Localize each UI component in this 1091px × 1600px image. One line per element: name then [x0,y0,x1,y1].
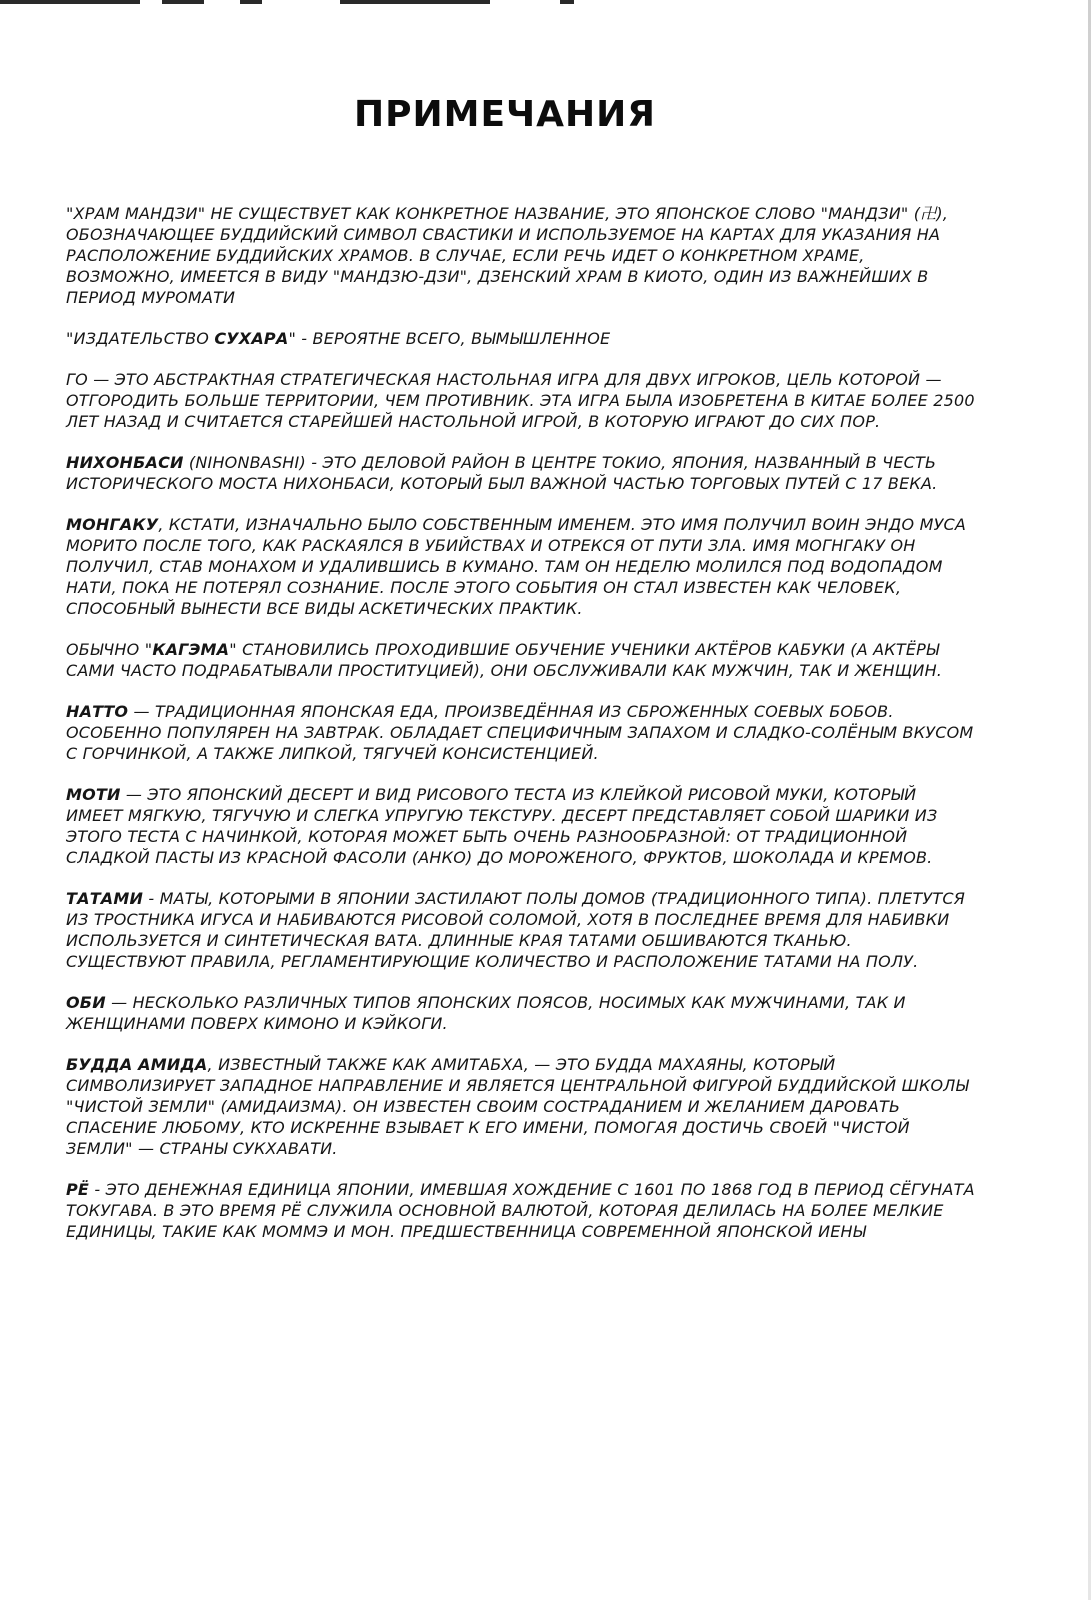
note-go-game [66,369,976,432]
notes-list [66,203,976,1262]
note-term: МОТИ [66,785,121,804]
note-natto [66,701,976,764]
note-text: — НЕСКОЛЬКО РАЗЛИЧНЫХ ТИПОВ ЯПОНСКИХ ПОЯСОВ, НОСИМЫХ КАК МУЖЧИНАМИ, ТАК И ЖЕНЩИНАМИ ПОВЕРХ КИМОНО И КЭЙКОГИ. [66,993,906,1033]
note-nihonbashi [66,452,976,494]
scan-mark [560,0,574,4]
note-text: ГО — ЭТО АБСТРАКТНАЯ СТРАТЕГИЧЕСКАЯ НАСТОЛЬНАЯ ИГРА ДЛЯ ДВУХ ИГРОКОВ, ЦЕЛЬ КОТОРОЙ — ОТГОРОДИТЬ БОЛЬШЕ ТЕРРИТОРИИ, ЧЕМ ПРОТИВНИК. ЭТА ИГРА БЫЛА ИЗОБРЕТЕНА В КИТАЕ БОЛЕЕ 2500 ЛЕТ НАЗАД И СЧИТАЕТСЯ СТАРЕЙШЕЙ НАСТОЛЬНОЙ ИГРОЙ, В КОТОРУЮ ИГРАЮТ ДО СИХ ПОР. [66,370,975,431]
note-text: (NIHONBASHI) - ЭТО ДЕЛОВОЙ РАЙОН В ЦЕНТРЕ ТОКИО, ЯПОНИЯ, НАЗВАННЫЙ В ЧЕСТЬ ИСТОРИЧЕСКОГО МОСТА НИХОНБАСИ, КОТОРЫЙ БЫЛ ВАЖНОЙ ЧАСТЬЮ ТОРГОВЫХ ПУТЕЙ С 17 ВЕКА. [66,453,938,493]
note-term: ОБИ [66,993,106,1012]
note-ryo-currency [66,1179,976,1242]
note-kagema [66,639,976,681]
note-suhara-publisher [66,328,976,349]
note-prefix: ОБЫЧНО " [66,640,153,659]
note-term: НИХОНБАСИ [66,453,184,472]
scan-mark [162,0,204,4]
note-text: — ТРАДИЦИОННАЯ ЯПОНСКАЯ ЕДА, ПРОИЗВЕДЁННАЯ ИЗ СБРОЖЕННЫХ СОЕВЫХ БОБОВ. ОСОБЕННО ПОПУЛЯРЕН НА ЗАВТРАК. ОБЛАДАЕТ СПЕЦИФИЧНЫМ ЗАПАХОМ И СЛАДКО-СОЛЁНЫМ ВКУСОМ С ГОРЧИНКОЙ, А ТАКЖЕ ЛИПКОЙ, ТЯГУЧЕЙ КОНСИСТЕНЦИЕЙ. [66,702,974,763]
note-term: ТАТАМИ [66,889,144,908]
note-obi [66,992,976,1034]
note-text: - ЭТО ДЕНЕЖНАЯ ЕДИНИЦА ЯПОНИИ, ИМЕВШАЯ ХОЖДЕНИЕ С 1601 ПО 1868 ГОД В ПЕРИОД СЁГУНАТА ТОКУГАВА. В ЭТО ВРЕМЯ РЁ СЛУЖИЛА ОСНОВНОЙ ВАЛЮТОЙ, КОТОРАЯ ДЕЛИЛАСЬ НА БОЛЕЕ МЕЛКИЕ ЕДИНИЦЫ, ТАКИЕ КАК МОММЭ И МОН. ПРЕДШЕСТВЕННИЦА СОВРЕМЕННОЙ ЯПОНСКОЙ ИЕНЫ [66,1180,975,1241]
note-text: , ИЗВЕСТНЫЙ ТАКЖЕ КАК АМИТАБХА, — ЭТО БУДДА МАХАЯНЫ, КОТОРЫЙ СИМВОЛИЗИРУЕТ ЗАПАДНОЕ НАПРАВЛЕНИЕ И ЯВЛЯЕТСЯ ЦЕНТРАЛЬНОЙ ФИГУРОЙ БУДДИЙСКОЙ ШКОЛЫ "ЧИСТОЙ ЗЕМЛИ" (АМИДАИЗМА). ОН ИЗВЕСТЕН СВОИМ СОСТРАДАНИЕМ И ЖЕЛАНИЕМ ДАРОВАТЬ СПАСЕНИЕ ЛЮБОМУ, КТО ИСКРЕННЕ ВЗЫВАЕТ К ЕГО ИМЕНИ, ПОМОГАЯ ДОСТИЧЬ СВОЕЙ "ЧИСТОЙ ЗЕМЛИ" — СТРАНЫ СУКХАВАТИ. [66,1055,969,1158]
note-text: - МАТЫ, КОТОРЫМИ В ЯПОНИИ ЗАСТИЛАЮТ ПОЛЫ ДОМОВ (ТРАДИЦИОННОГО ТИПА). ПЛЕТУТСЯ ИЗ ТРОСТНИКА ИГУСА И НАБИВАЮТСЯ РИСОВОЙ СОЛОМОЙ, ХОТЯ В ПОСЛЕДНЕЕ ВРЕМЯ ДЛЯ НАБИВКИ ИСПОЛЬЗУЕТСЯ И СИНТЕТИЧЕСКАЯ ВАТА. ДЛИННЫЕ КРАЯ ТАТАМИ ОБШИВАЮТСЯ ТКАНЬЮ. СУЩЕСТВУЮТ ПРАВИЛА, РЕГЛАМЕНТИРУЮЩИЕ КОЛИЧЕСТВО И РАСПОЛОЖЕНИЕ ТАТАМИ НА ПОЛУ. [66,889,966,971]
note-mongaku [66,514,976,619]
note-text: — ЭТО ЯПОНСКИЙ ДЕСЕРТ И ВИД РИСОВОГО ТЕСТА ИЗ КЛЕЙКОЙ РИСОВОЙ МУКИ, КОТОРЫЙ ИМЕЕТ МЯГКУЮ, ТЯГУЧУЮ И СЛЕГКА УПРУГУЮ ТЕКСТУРУ. ДЕСЕРТ ПРЕДСТАВЛЯЕТ СОБОЙ ШАРИКИ ИЗ ЭТОГО ТЕСТА С НАЧИНКОЙ, КОТОРАЯ МОЖЕТ БЫТЬ ОЧЕНЬ РАЗНООБРАЗНОЙ: ОТ ТРАДИЦИОННОЙ СЛАДКОЙ ПАСТЫ ИЗ КРАСНОЙ ФАСОЛИ (АНКО) ДО МОРОЖЕНОГО, ФРУКТОВ, ШОКОЛАДА И КРЕМОВ. [66,785,938,867]
note-tatami [66,888,976,972]
note-term: НАТТО [66,702,129,721]
page-title: ПРИМЕЧАНИЯ [354,94,656,136]
note-prefix: "ИЗДАТЕЛЬСТВО [66,329,215,348]
note-mochi [66,784,976,868]
note-term: БУДДА АМИДА [66,1055,208,1074]
scan-mark [340,0,490,4]
note-term: СУХАРА [214,329,289,348]
note-term: РЁ [66,1180,90,1199]
note-text: " - ВЕРОЯТНЕ ВСЕГО, ВЫМЫШЛЕННОЕ [288,329,611,348]
note-amida-buddha [66,1054,976,1159]
scan-mark [0,0,140,4]
note-manji-temple [66,203,976,308]
note-text: , КСТАТИ, ИЗНАЧАЛЬНО БЫЛО СОБСТВЕННЫМ ИМЕНЕМ. ЭТО ИМЯ ПОЛУЧИЛ ВОИН ЭНДО МУСА МОРИТО ПОСЛЕ ТОГО, КАК РАСКАЯЛСЯ В УБИЙСТВАХ И ОТРЕКСЯ ОТ ПУТИ ЗЛА. ИМЯ МОГНГАКУ ОН ПОЛУЧИЛ, СТАВ МОНАХОМ И УДАЛИВШИСЬ В КУМАНО. ТАМ ОН НЕДЕЛЮ МОЛИЛСЯ ПОД ВОДОПАДОМ НАТИ, ПОКА НЕ ПОТЕРЯЛ СОЗНАНИЕ. ПОСЛЕ ЭТОГО СОБЫТИЯ ОН СТАЛ ИЗВЕСТЕН КАК ЧЕЛОВЕК, СПОСОБНЫЙ ВЫНЕСТИ ВСЕ ВИДЫ АСКЕТИЧЕСКИХ ПРАКТИК. [66,515,967,618]
scan-edge-top [0,0,1091,6]
note-text: "ХРАМ МАНДЗИ" НЕ СУЩЕСТВУЕТ КАК КОНКРЕТНОЕ НАЗВАНИЕ, ЭТО ЯПОНСКОЕ СЛОВО "МАНДЗИ" (卍), ОБОЗНАЧАЮЩЕЕ БУДДИЙСКИЙ СИМВОЛ СВАСТИКИ И ИСПОЛЬЗУЕМОЕ НА КАРТАХ ДЛЯ УКАЗАНИЯ НА РАСПОЛОЖЕНИЕ БУДДИЙСКИХ ХРАМОВ. В СЛУЧАЕ, ЕСЛИ РЕЧЬ ИДЕТ О КОНКРЕТНОМ ХРАМЕ, ВОЗМОЖНО, ИМЕЕТСЯ В ВИДУ "МАНДЗЮ-ДЗИ", ДЗЕНСКИЙ ХРАМ В КИОТО, ОДИН ИЗ ВАЖНЕЙШИХ В ПЕРИОД МУРОМАТИ [66,204,949,307]
note-term: МОНГАКУ [66,515,159,534]
note-text: " СТАНОВИЛИСЬ ПРОХОДИВШИЕ ОБУЧЕНИЕ УЧЕНИКИ АКТЁРОВ КАБУКИ (А АКТЁРЫ САМИ ЧАСТО ПОДРАБАТЫВАЛИ ПРОСТИТУЦИЕЙ), ОНИ ОБСЛУЖИВАЛИ КАК МУЖЧИН, ТАК И ЖЕНЩИН. [66,640,943,680]
note-term: КАГЭМА [152,640,230,659]
scan-mark [240,0,262,4]
